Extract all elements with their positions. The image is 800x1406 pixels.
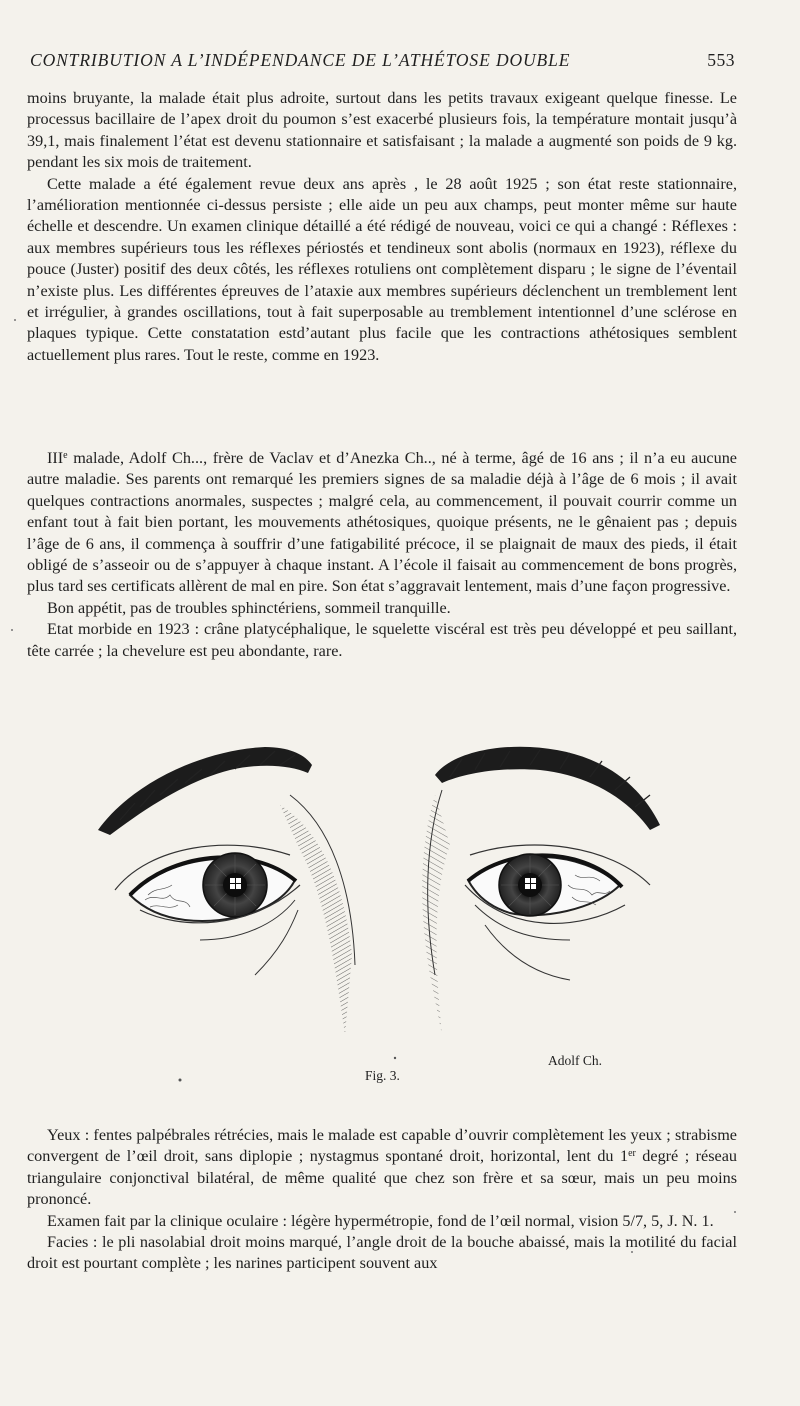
page-number: 553	[707, 50, 735, 70]
figure-label: Fig. 3.	[365, 1068, 400, 1083]
paragraph-etat-morbide: Etat morbide en 1923 : crâne platycéphalique, le squelette viscéral est très peu développé et peu saillant, tête carrée ; la chevelure est peu abondante, rare.	[27, 620, 737, 660]
paragraph-case3	[27, 448, 737, 598]
text-block-case3	[27, 448, 737, 662]
paragraph-follow-up: Cette malade a été également revue deux ans après , le 28 août 1925 ; son état reste stationnaire, l’amélioration mentionnée ci-dessus persiste ; elle aide un peu aux champs, peut monter même sur haute échelle et descendre. Un examen clinique détaillé a été rédigé de nouveau, voici ce qui a changé : Réflexes : aux membres supérieurs tous les réflexes périostés et tendineux sont abolis (normaux en 1923), réflexe du pouce (Juster) positif des deux côtés, les réflexes rotuliens ont complètement disparu ; le signe de l’éventail n’existe plus. Les différentes épreuves de l’ataxie aux membres supérieurs déclenchent un tremblement lent et irrégulier, à grandes oscillations, tout à fait superposable au tremblement intentionnel d’une sclérose en plaques typique. Cette constatation estd’autant plus facile que les contractions athétosiques semblent actuellement plus rares. Tout le reste, comme en 1923.	[27, 174, 737, 364]
case-numeral: III	[47, 449, 64, 467]
left-eyebrow	[98, 747, 312, 835]
right-eye	[422, 747, 660, 1035]
yeux-text-a: Yeux : fentes palpébrales rétrécies, mais le malade est capable d’ouvrir complètement les yeux ; strabisme convergent de l’œil droit, sans diplopie ; nystagmus spontané droit, horizontal, lent du 1	[27, 1126, 737, 1166]
paragraph-examen: Examen fait par la clinique oculaire : légère hypermétropie, fond de l’œil normal, vision 5/7, 5, J. N. 1.	[47, 1211, 714, 1230]
case3-text: malade, Adolf Ch..., frère de Vaclav et d’Anezka Ch.., né à terme, âgé de 16 ans ; il n’a eu aucune autre maladie. Ses parents ont remarqué les premiers signes de sa maladie déjà à l’âge de 6 mois ; il avait quelques contractions anormales, suspectes ; malgré cela, au commencement, il pouvait courrir comme un enfant tout à fait bien portant, les mouvements athétosiques, quoique présents, ne le gênaient pas ; depuis l’âge de 6 ans, il commença à souffrir d’une fatigabilité précoce, il se plaignait de maux des pieds, il était obligé de s’asseoir ou de s’appuyer à chaque instant. A l’école il faisait au commencement de bons progrès, plus tard ses certificats allèrent de mal en pire. Son état s’aggravait lentement, mais d’une façon progressive.	[27, 449, 737, 596]
text-block-bottom	[27, 1125, 737, 1275]
text-block-top	[27, 88, 737, 366]
figure-eyes-drawing	[90, 735, 690, 1045]
left-eye	[98, 747, 355, 1035]
yeux-text-b: degré ; réseau triangulaire conjonctival bilatéral, de même qualité que chez son frère et sa sœur, mais un peu moins prononcé.	[27, 1147, 737, 1209]
right-eyebrow	[435, 747, 660, 830]
case-numeral-sup: e	[63, 450, 68, 461]
paragraph-yeux	[27, 1125, 737, 1211]
paragraph-continuation: moins bruyante, la malade était plus adroite, surtout dans les petits travaux exigeant quelque finesse. Le processus bacillaire de l’apex droit du poumon s’est exacerbé plusieurs fois, la température montait jusqu’à 39,1, mais finalement l’état est devenu stationnaire et satisfaisant ; la malade a augmenté son poids de 9 kg. pendant les six mois de traitement.	[27, 89, 737, 172]
running-title: CONTRIBUTION A L’INDÉPENDANCE DE L’ATHÉTOSE DOUBLE	[30, 50, 571, 70]
running-header	[30, 50, 735, 72]
eyes-illustration	[90, 735, 690, 1045]
paragraph-appetite: Bon appétit, pas de troubles sphinctériens, sommeil tranquille.	[47, 598, 451, 617]
degree-sup: er	[628, 1148, 636, 1160]
figure-subject-name: Adolf Ch.	[548, 1053, 602, 1068]
paragraph-facies: Facies : le pli nasolabial droit moins marqué, l’angle droit de la bouche abaissé, mais la motilité du facial droit est pourtant complète ; les narines participent souvent aux	[27, 1233, 737, 1273]
